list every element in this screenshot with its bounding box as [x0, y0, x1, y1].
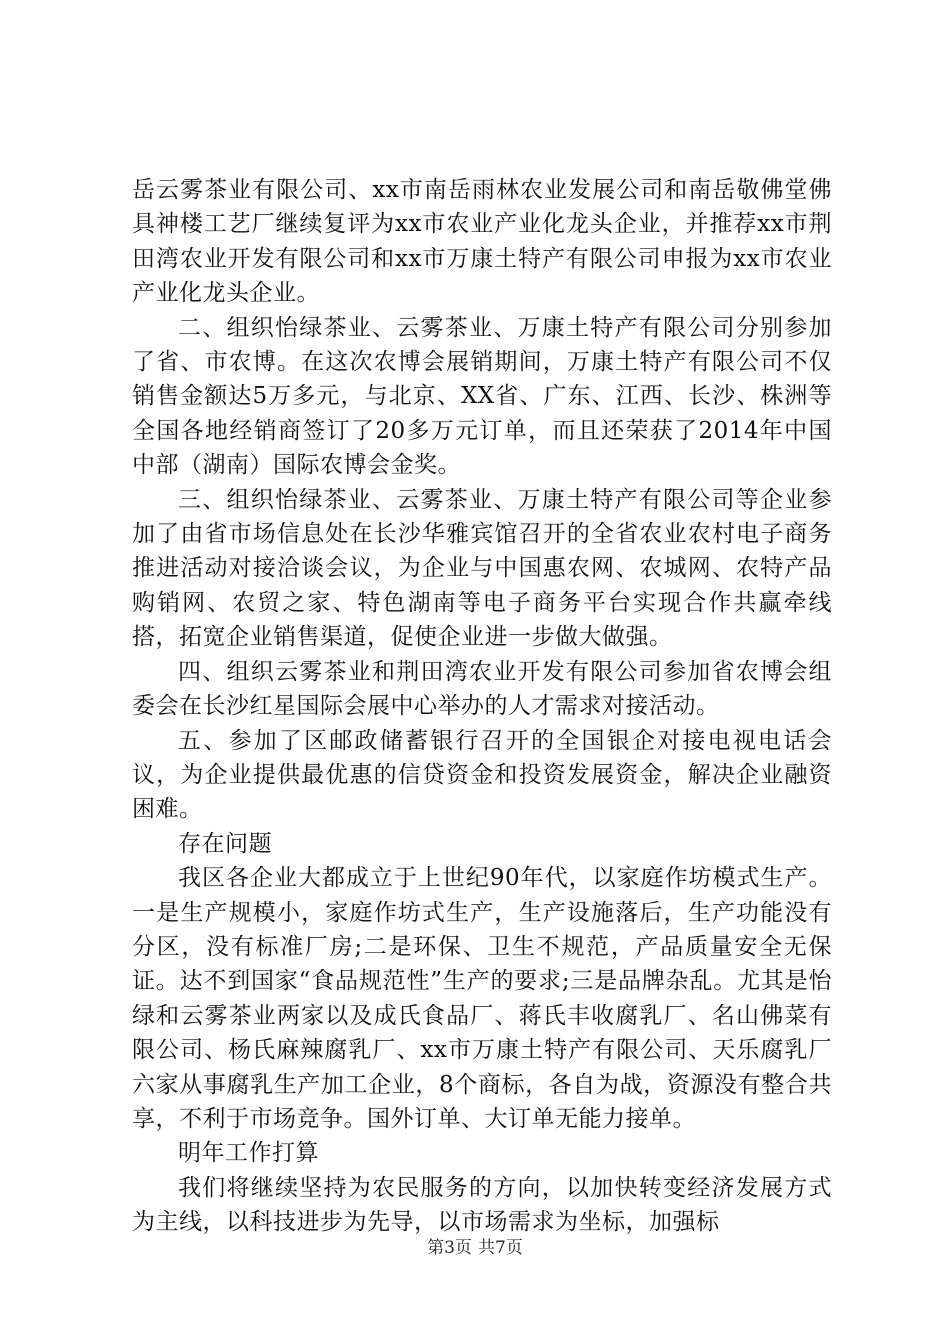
paragraph-3: 三、组织怡绿茶业、云雾茶业、万康土特产有限公司等企业参加了由省市场信息处在长沙华雅宾馆召开的全省农业农村电子商务推进活动对接洽谈会议，为企业与中国惠农网、农城网、农特产品购销网、农贸之家、特色湖南等电子商务平台实现合作共赢牵线搭，拓宽企业销售渠道，促使企业进一步做大做强。	[132, 486, 832, 651]
paragraph-problems: 我区各企业大都成立于上世纪90年代，以家庭作坊模式生产。一是生产规模小，家庭作坊式生产，生产设施落后，生产功能没有分区，没有标准厂房;二是环保、卫生不规范，产品质量安全无保证。达不到国家“食品规范性”生产的要求;三是品牌杂乱。尤其是怡绿和云雾茶业两家以及成氏食品厂、蒋氏丰收腐乳厂、名山佛菜有限公司、杨氏麻辣腐乳厂、xx市万康土特产有限公司、天乐腐乳厂六家从事腐乳生产加工企业，8个商标，各自为战，资源没有整合共享，不利于市场竞争。国外订单、大订单无能力接单。	[132, 865, 832, 1132]
paragraph-next-year: 我们将继续坚持为农民服务的方向，以加快转变经济发展方式为主线，以科技进步为先导，以市场需求为坐标，加强标	[132, 1174, 832, 1236]
page-number: 第3页	[427, 1238, 472, 1258]
document-body	[132, 173, 832, 1240]
paragraph-4: 四、组织云雾茶业和荆田湾农业开发有限公司参加省农博会组委会在长沙红星国际会展中心举办的人才需求对接活动。	[132, 658, 832, 720]
page-total: 共7页	[478, 1238, 523, 1258]
paragraph-2: 二、组织怡绿茶业、云雾茶业、万康土特产有限公司分别参加了省、市农博。在这次农博会展销期间，万康土特产有限公司不仅销售金额达5万多元，与北京、XX省、广东、江西、长沙、株洲等全国各地经销商签订了20多万元订单，而且还荣获了2014年中国中部（湖南）国际农博会金奖。	[132, 314, 832, 479]
section-heading-problems: 存在问题	[178, 830, 272, 857]
page-footer	[0, 1237, 950, 1259]
paragraph-5: 五、参加了区邮政储蓄银行召开的全国银企对接电视电话会议，为企业提供最优惠的信贷资金和投资发展资金，解决企业融资困难。	[132, 727, 832, 823]
paragraph-1: 岳云雾茶业有限公司、xx市南岳雨林农业发展公司和南岳敬佛堂佛具神楼工艺厂继续复评为xx市农业产业化龙头企业，并推荐xx市荆田湾农业开发有限公司和xx市万康土特产有限公司申报为xx市农业产业化龙头企业。	[132, 177, 832, 307]
section-heading-next-year: 明年工作打算	[178, 1140, 319, 1167]
